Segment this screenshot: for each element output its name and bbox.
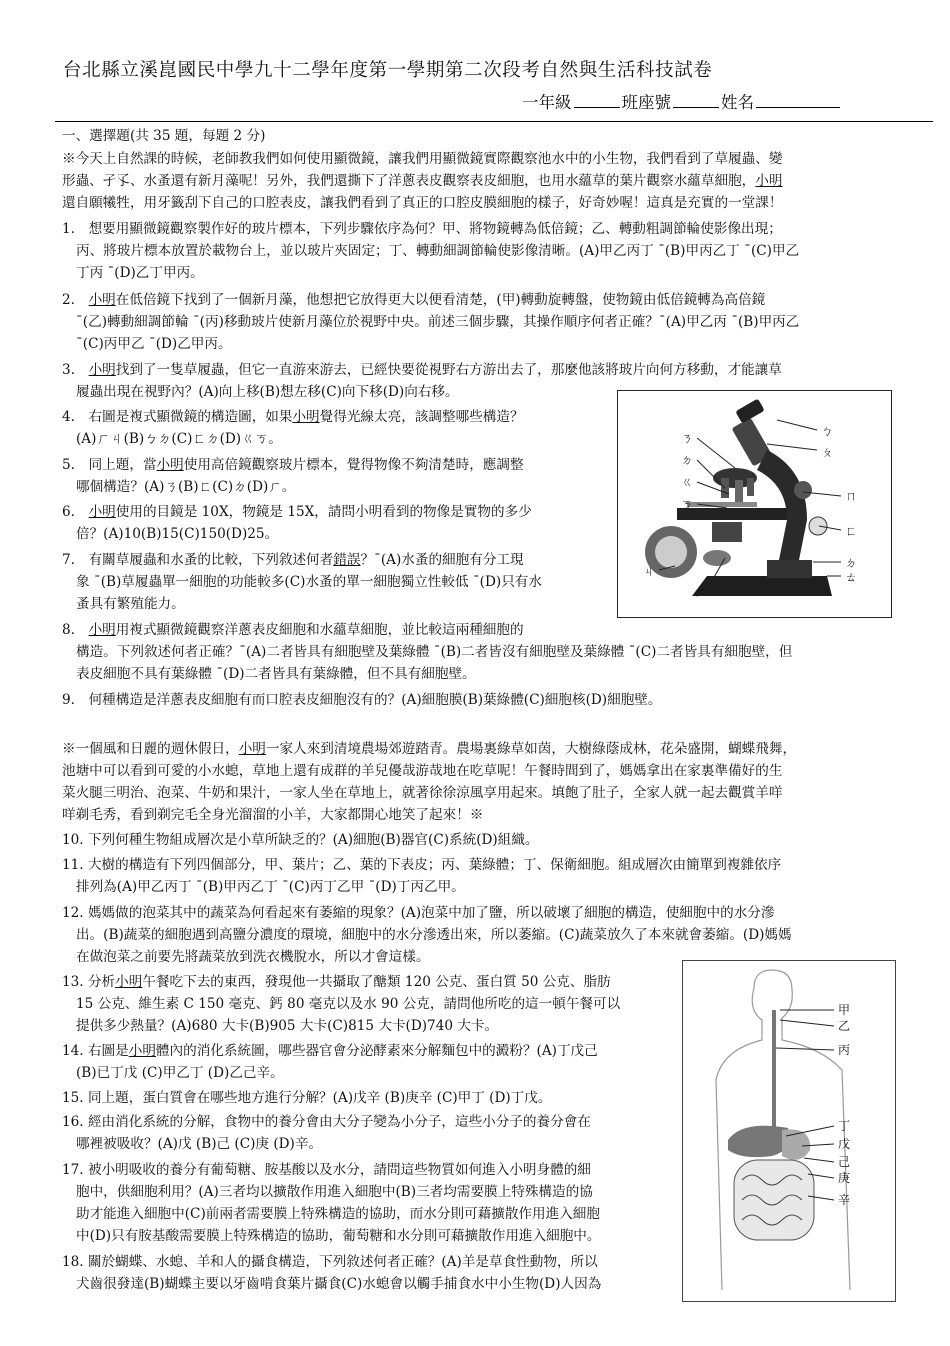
question-13-line: 15 公克、維生素 C 150 毫克、鈣 80 毫克以及水 90 公克，請問他所吃的這一頓午餐可以 — [76, 996, 621, 1012]
question-2-line: ˉ(C)丙甲乙 ˉ(D)乙甲丙。 — [76, 336, 232, 352]
digestive-system-diagram — [682, 960, 896, 1302]
q-num: 3. — [62, 362, 89, 378]
question-18-line: 犬齒很發達(B)蝴蝶主要以牙齒啃食葉片攝食(C)水螅會以觸手捕食水中小生物(D)人因為 — [76, 1276, 602, 1292]
name-xiaoming: 小明 — [88, 504, 116, 520]
grade-label: 一年級 — [522, 93, 572, 112]
label-de: ㄉ — [681, 453, 694, 467]
name-xiaoming: 小明 — [755, 173, 783, 189]
label-geng: 庚 — [838, 1171, 851, 1185]
question-8-line: 表皮細胞不具有葉綠體 ˉ(D)二者皆具有葉綠體，但不具有細胞壁。 — [76, 666, 476, 682]
name-xiaoming: 小明 — [115, 974, 143, 990]
label-ge: ㄍ — [681, 475, 694, 489]
question-13-line: 提供多少熱量？(A)680 大卡(B)905 大卡(C)815 大卡(D)740 大卡。 — [76, 1018, 499, 1034]
label-ne: ㄋ — [681, 431, 694, 445]
intro2-text: 一家人來到清境農場郊遊踏青。農場裏綠草如茵，大樹綠蔭成林，花朵盛開，蝴蝶飛舞， — [265, 741, 797, 757]
question-14-line — [62, 1041, 598, 1063]
question-17-line: 助才能進入細胞中(C)前兩者需要膜上特殊構造的協助，而水分則可藉擴散作用進入細胞 — [76, 1206, 600, 1222]
q-text: 5. 同上題，當 — [62, 457, 157, 473]
question-8-line: 構造。下列敘述何者正確？ˉ(A)二者皆具有細胞壁及葉綠體 ˉ(B)二者皆沒有細胞壁及葉綠體 ˉ(C)二者皆具有細胞壁，但 — [76, 644, 793, 660]
question-2-line: ˉ(乙)轉動細調節輪 ˉ(丙)移動玻片使新月藻位於視野中央。前述三個步驟，其操作順序何者正確？ˉ(A)甲乙丙 ˉ(B)甲丙乙 — [76, 314, 800, 330]
q-text: 13. 分析 — [62, 974, 116, 990]
q-text: ？ˉ(A)水蚤的細胞有分工現 — [360, 552, 524, 568]
seat-blank[interactable] — [673, 92, 719, 108]
q-text: 在低倍鏡下找到了一個新月藻，他想把它放得更大以便看清楚，(甲)轉動旋轉盤，使物鏡由低倍鏡轉為高倍鏡 — [115, 292, 766, 308]
question-12-line: 12. 媽媽做的泡菜其中的蔬菜為何看起來有萎縮的現象？(A)泡菜中加了鹽，所以破壞了細胞的構造，使細胞中的水分滲 — [62, 905, 775, 921]
label-de-right: ㄉ — [845, 556, 858, 570]
exam-title: 台北縣立溪崑國民中學九十二學年度第一學期第二次段考自然與生活科技試卷 — [63, 60, 713, 81]
q-num: 2. — [62, 292, 89, 308]
question-7-line: 象 ˉ(B)草履蟲單一細胞的功能較多(C)水蚤的單一細胞獨立性較低 ˉ(D)只有水 — [76, 574, 542, 590]
label-bo: ㄅ — [821, 424, 834, 438]
label-po: ㄆ — [821, 445, 834, 459]
intro1-line — [62, 171, 782, 193]
intro2-line: 池塘中可以看到可愛的小水螅，草地上還有成群的羊兒優哉游哉地在吃草呢！午餐時間到了，媽媽拿出在家裏準備好的生 — [62, 763, 783, 779]
label-yi: 乙 — [838, 1019, 851, 1033]
label-ke: ㄎ — [681, 497, 694, 511]
q-text: 體內的消化系統圖，哪些器官會分泌酵素來分解麵包中的澱粉？(A)丁戊己 — [155, 1043, 598, 1059]
question-17-line: 中(D)只有胺基酸需要膜上特殊構造的協助，葡萄糖和水分則可藉擴散作用進入細胞中。 — [76, 1228, 601, 1244]
name-xiaoming: 小明 — [292, 409, 320, 425]
name-blank[interactable] — [756, 92, 840, 108]
question-1-line: 1. 想要用顯微鏡觀察製作好的玻片標本，下列步驟依序為何？甲、將物鏡轉為低倍鏡；乙、轉動粗調節輪使影像出現； — [62, 221, 782, 237]
microscope-diagram — [617, 390, 892, 618]
name-xiaoming: 小明 — [88, 362, 116, 378]
q-num: 6. — [62, 504, 89, 520]
intro2-text: ※一個風和日麗的週休假日， — [62, 741, 239, 757]
name-xiaoming: 小明 — [88, 622, 116, 638]
label-wu: 戊 — [838, 1137, 851, 1151]
q-text: 用複式顯微鏡觀察洋蔥表皮細胞和水蘊草細胞，並比較這兩種細胞的 — [115, 622, 524, 638]
label-he: ㄏ — [695, 585, 708, 599]
name-xiaoming: 小明 — [88, 292, 116, 308]
label-mo: ㄇ — [845, 489, 858, 503]
question-6-line: 倍？(A)10(B)15(C)150(D)25。 — [76, 526, 279, 542]
question-14-line: (B)已丁戊 (C)甲乙丁 (D)乙己辛。 — [76, 1065, 284, 1081]
q-text: 14. 右圖是 — [62, 1043, 129, 1059]
label-fo: ㄈ — [845, 524, 858, 538]
emphasis-wrong: 錯誤 — [333, 552, 361, 568]
q-text: 使用的目鏡是 10X，物鏡是 15X，請問小明看到的物像是實物的多少 — [115, 504, 532, 520]
question-16-line: 16. 經由消化系統的分解，食物中的養分會由大分子變為小分子，這些小分子的養分會在 — [62, 1114, 591, 1130]
question-1-line: 丙、將玻片標本放置於載物台上，並以玻片夾固定；丁、轉動細調節輪使影像清晰。(A)甲乙丙丁 ˉ(B)甲丙乙丁 ˉ(C)甲乙 — [76, 243, 800, 259]
question-11-line: 11. 大樹的構造有下列四個部分，甲、葉片；乙、葉的下表皮；丙、葉綠體；丁、保衛細胞。組成層次由簡單到複雜依序 — [62, 857, 782, 873]
question-3-line: 履蟲出現在視野內？(A)向上移(B)想左移(C)向下移(D)向右移。 — [76, 384, 459, 400]
question-5-line: 哪個構造？(A)ㄋ(B)ㄈ(C)ㄉ(D)ㄏ。 — [76, 479, 296, 495]
question-11-line: 排列為(A)甲乙丙丁 ˉ(B)甲丙乙丁 ˉ(C)丙丁乙甲 ˉ(D)丁丙乙甲。 — [76, 879, 465, 895]
intro2-line — [62, 739, 796, 761]
question-12-line: 在做泡菜之前要先將蔬菜放到洗衣機脫水，所以才會這樣。 — [76, 949, 430, 965]
q-text: 4. 右圖是複式顯微鏡的構造圖，如果 — [62, 409, 293, 425]
question-16-line: 哪裡被吸收？(A)戊 (B)己 (C)庚 (D)辛。 — [76, 1136, 323, 1152]
q-text: 找到了一隻草履蟲，但它一直游來游去，已經快要從視野右方游出去了，那麼他該將玻片向何方移動，才能讓草 — [115, 362, 782, 378]
label-ji: 己 — [838, 1155, 851, 1169]
question-17-line: 17. 被小明吸收的養分有葡萄糖、胺基酸以及水分，請問這些物質如何進入小明身體的細 — [62, 1162, 591, 1178]
intro1-line: 還自願犧牲，用牙籤刮下自己的口腔表皮，讓我們看到了真正的口腔皮膜細胞的樣子，好奇妙喔！這真是充實的一堂課！ — [62, 195, 783, 211]
q-text: 午餐吃下去的東西，發現他一共攝取了醣類 120 公克、蛋白質 50 公克、脂肪 — [142, 974, 611, 990]
name-xiaoming: 小明 — [238, 741, 266, 757]
name-xiaoming: 小明 — [128, 1043, 156, 1059]
question-9-line: 9. 何種構造是洋蔥表皮細胞有而口腔表皮細胞沒有的？(A)細胞膜(B)葉綠體(C)細胞核(D)細胞壁。 — [62, 692, 662, 708]
question-4-line: (A)ㄏㄐ(B)ㄅㄉ(C)ㄈㄉ(D)ㄍㄎ。 — [76, 431, 282, 447]
label-bing: 丙 — [838, 1043, 851, 1057]
label-ding: 丁 — [838, 1119, 851, 1133]
question-1-line: 丁丙 ˉ(D)乙丁甲丙。 — [76, 265, 204, 281]
label-te: ㄊ — [845, 570, 858, 584]
label-xin: 辛 — [838, 1193, 851, 1207]
question-17-line: 胞中，供細胞利用？(A)三者均以擴散作用進入細胞中(B)三者均需要膜上特殊構造的協 — [76, 1184, 593, 1200]
question-3-line — [62, 360, 782, 382]
header-divider — [55, 121, 933, 122]
question-6-line — [62, 502, 532, 524]
question-15-line: 15. 同上題，蛋白質會在哪些地方進行分解？(A)戊辛 (B)庚辛 (C)甲丁 (D)丁戊。 — [62, 1090, 552, 1106]
q-text: 使用高倍鏡觀察玻片標本，覺得物像不夠清楚時，應調整 — [183, 457, 524, 473]
question-18-line: 18. 關於蝴蝶、水螅、羊和人的攝食構造，下列敘述何者正確？(A)羊是草食性動物，所以 — [62, 1254, 598, 1270]
q-num: 8. — [62, 622, 89, 638]
name-xiaoming: 小明 — [156, 457, 184, 473]
question-12-line: 出。(B)蔬菜的細胞遇到高鹽分濃度的環境，細胞中的水分滲透出來，所以萎縮。(C)蔬菜放久了本來就會萎縮。(D)媽媽 — [76, 927, 792, 943]
q-text: 覺得光線太亮，該調整哪些構造？ — [319, 409, 524, 425]
question-5-line — [62, 455, 524, 477]
label-ji: ㄐ — [643, 564, 656, 578]
q-text: 7. 有關草履蟲和水蚤的比較，下列敘述何者 — [62, 552, 334, 568]
question-10-line: 10. 下列何種生物組成層次是小草所缺乏的？(A)細胞(B)器官(C)系統(D)組織。 — [62, 832, 539, 848]
question-7-line: 蚤具有繁殖能力。 — [76, 596, 185, 612]
grade-blank[interactable] — [574, 92, 620, 108]
section-heading: 一、選擇題(共 35 題，每題 2 分) — [62, 128, 266, 144]
question-13-line — [62, 972, 611, 994]
question-7-line — [62, 550, 524, 572]
question-2-line — [62, 290, 765, 312]
student-info-line — [522, 89, 842, 113]
intro1-line: ※今天上自然課的時候，老師教我們如何使用顯微鏡，讓我們用顯微鏡實際觀察池水中的小生物，我們看到了草履蟲、變 — [62, 151, 783, 167]
question-4-line — [62, 407, 524, 429]
intro1-text: 形蟲、孑孓、水蚤還有新月藻呢！另外，我們還撕下了洋蔥表皮觀察表皮細胞，也用水蘊草的葉片觀察水蘊草細胞， — [62, 173, 756, 189]
intro2-line: 咩剃毛秀，看到剃完毛全身光溜溜的小羊，大家都開心地笑了起來！※ — [62, 807, 484, 823]
intro2-line: 菜火腿三明治、泡菜、牛奶和果汁，一家人坐在草地上，就著徐徐涼風享用起來。填飽了肚子，全家人就一起去觀賞羊咩 — [62, 785, 783, 801]
seat-label: 班座號 — [621, 93, 671, 112]
name-label: 姓名 — [721, 93, 754, 112]
label-jia: 甲 — [838, 1003, 851, 1017]
question-8-line — [62, 620, 524, 642]
